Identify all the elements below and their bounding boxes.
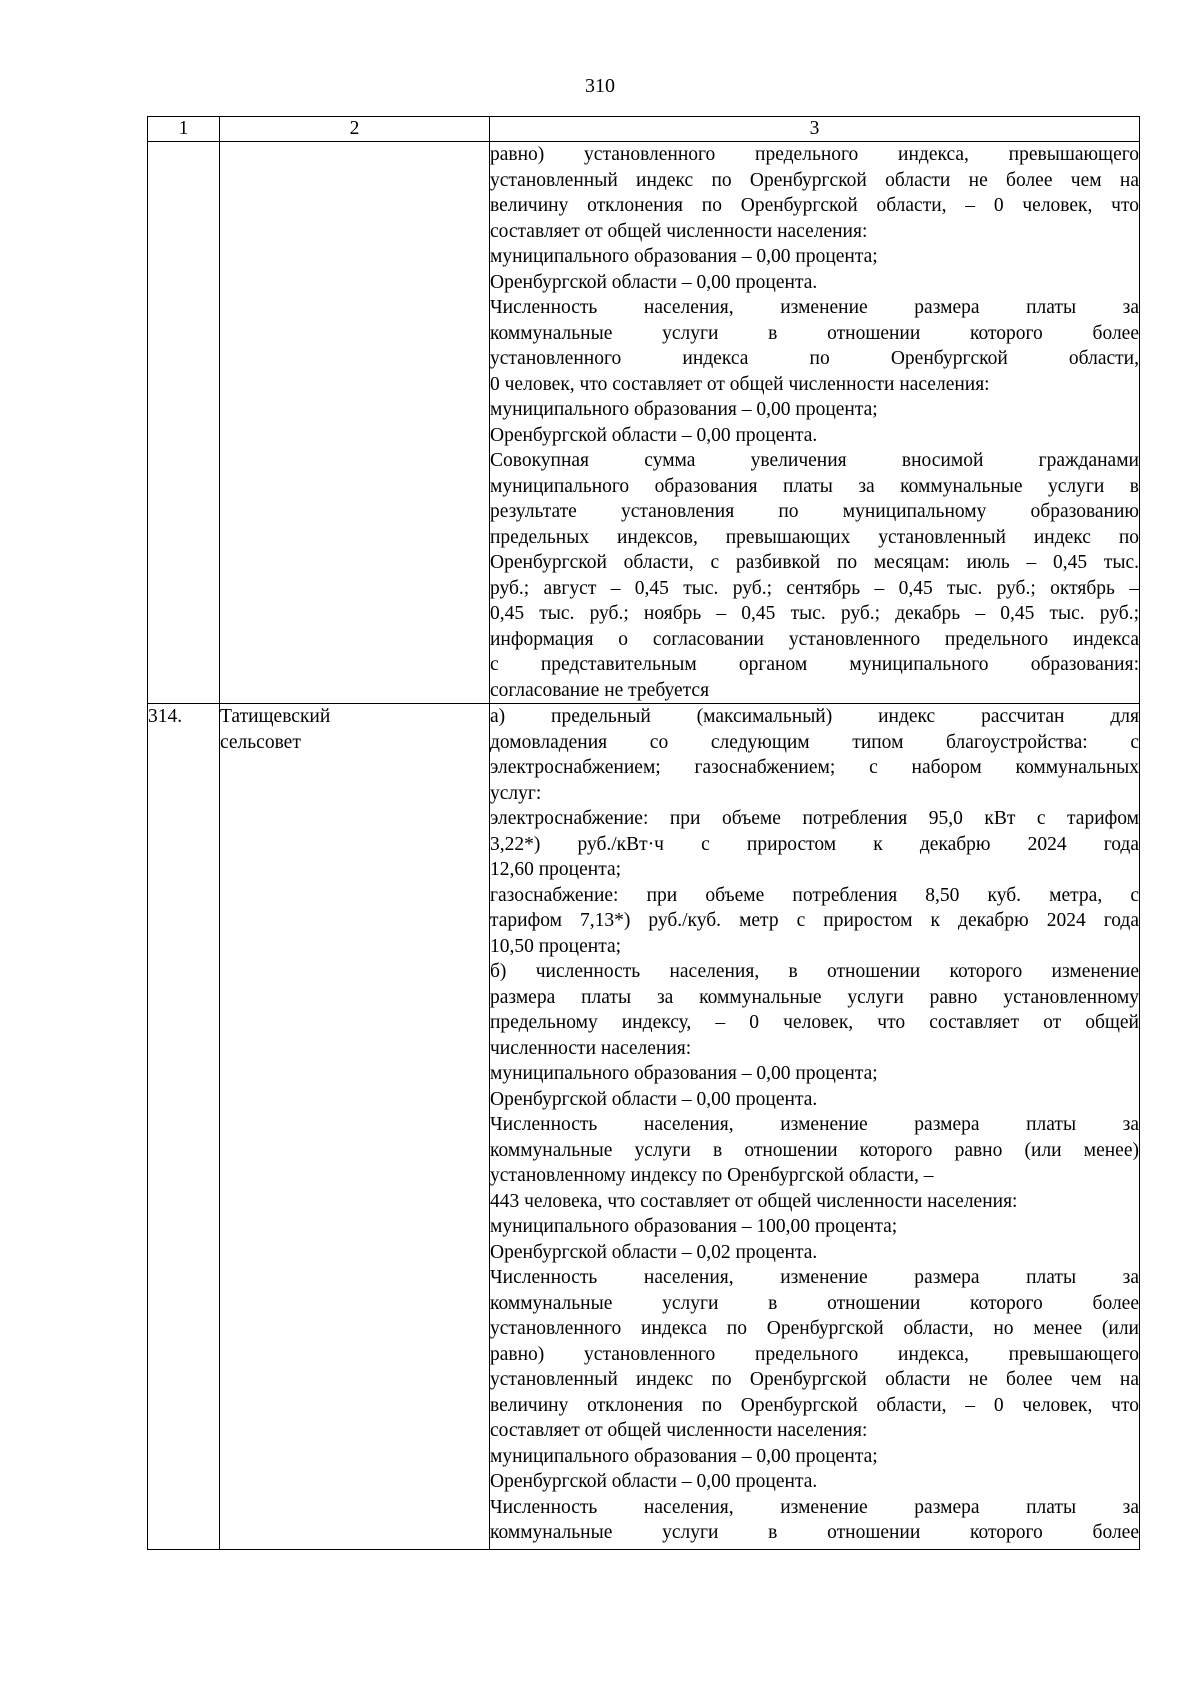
text-line: муниципального образования – 100,00 процента; [490, 1216, 898, 1237]
text-line: коммунальные услуги в отношении которого равно (или менее) [490, 1139, 1139, 1161]
text-line: Оренбургской области – 0,00 процента. [490, 271, 818, 293]
text-line: величину отклонения по Оренбургской области, – 0 человек, что [490, 195, 1139, 216]
text-line: равно) установленного предельного индекса, превышающего [490, 144, 1139, 165]
text-line: Численность населения, изменение размера платы за [490, 297, 1139, 318]
text-line: 443 человека, что составляет от общей численности населения: [490, 1190, 1018, 1212]
text-line: согласование не требуется [490, 679, 710, 701]
text-line: электроснабжение: при объеме потребления 95,0 кВт с тарифом [490, 808, 1139, 829]
row-name-cell-empty [220, 142, 490, 704]
text-line: муниципального образования – 0,00 процента; [490, 399, 878, 420]
text-line: 3,22*) руб./кВт·ч с приростом к декабрю 2024 года [490, 833, 1139, 855]
text-line: с представительным органом муниципального образования: [490, 654, 1139, 675]
row-description-cell [490, 142, 1140, 704]
text-line: Совокупная сумма увеличения вносимой гражданами [490, 450, 1139, 471]
text-line: 10,50 процента; [490, 935, 622, 957]
text-line: величину отклонения по Оренбургской области, – 0 человек, что [490, 1394, 1139, 1416]
text-line: муниципального образования – 0,00 процента; [490, 246, 878, 267]
row-314-text [490, 704, 1139, 1546]
text-line: коммунальные услуги в отношении которого более [490, 1292, 1139, 1314]
text-line: результате установления по муниципальному образованию [490, 501, 1139, 522]
text-line: Оренбургской области, с разбивкой по месяцам: июль – 0,45 тыс. [490, 552, 1139, 573]
text-line: Численность населения, изменение размера платы за [490, 1114, 1139, 1135]
municipality-name [220, 704, 490, 1550]
document-table [147, 116, 1140, 1550]
text-line: 0 человек, что составляет от общей численности населения: [490, 373, 990, 395]
text-line: а) предельный (максимальный) индекс рассчитан для [490, 706, 1139, 727]
text-line: предельному индексу, – 0 человек, что составляет от общей [490, 1012, 1139, 1033]
municipality-name-line-2: сельсовет [220, 731, 301, 753]
text-line: коммунальные услуги в отношении которого более [490, 1522, 1139, 1543]
text-line: коммунальные услуги в отношении которого более [490, 322, 1139, 344]
text-line: установленный индекс по Оренбургской области не более чем на [490, 1369, 1139, 1390]
table-header-row [148, 117, 1140, 142]
text-line: предельных индексов, превышающих установленный индекс по [490, 526, 1139, 548]
page-number: 310 [585, 75, 615, 97]
continuation-text [490, 142, 1139, 703]
table-row-continuation [148, 142, 1140, 704]
text-line: электроснабжением; газоснабжением; с набором коммунальных [490, 757, 1139, 778]
text-line: установленный индекс по Оренбургской области не более чем на [490, 169, 1139, 191]
text-line: услуг: [490, 782, 542, 804]
text-line: домовладения со следующим типом благоустройства: с [490, 731, 1139, 753]
text-line: 0,45 тыс. руб.; ноябрь – 0,45 тыс. руб.; декабрь – 0,45 тыс. руб.; [490, 603, 1139, 624]
text-line: муниципального образования – 0,00 процента; [490, 1445, 878, 1467]
text-line: установленному индексу по Оренбургской области, – [490, 1165, 934, 1186]
text-line: размера платы за коммунальные услуги равно установленному [490, 986, 1139, 1008]
text-line: тарифом 7,13*) руб./куб. метр с приростом к декабрю 2024 года [490, 910, 1139, 931]
text-line: численности населения: [490, 1037, 692, 1059]
text-line: составляет от общей численности населения: [490, 220, 868, 242]
text-line: равно) установленного предельного индекса, превышающего [490, 1343, 1139, 1365]
text-line: составляет от общей численности населения: [490, 1420, 868, 1441]
text-line: информация о согласовании установленного предельного индекса [490, 628, 1139, 650]
text-line: установленного индекса по Оренбургской области, но менее (или [490, 1318, 1139, 1339]
column-header-1: 1 [148, 117, 220, 142]
text-line: Оренбургской области – 0,00 процента. [490, 1088, 818, 1110]
row-number: 314. [148, 704, 220, 1550]
text-line: Численность населения, изменение размера платы за [490, 1496, 1139, 1518]
row-314-description-cell [490, 704, 1140, 1550]
text-line: б) численность населения, в отношении которого изменение [490, 961, 1139, 982]
text-line: Оренбургской области – 0,00 процента. [490, 1471, 818, 1492]
text-line: муниципального образования – 0,00 процента; [490, 1063, 878, 1084]
row-number-cell-empty [148, 142, 220, 704]
municipality-name-line-1: Татищевский [220, 706, 331, 727]
text-line: газоснабжение: при объеме потребления 8,50 куб. метра, с [490, 884, 1139, 906]
text-line: установленного индекса по Оренбургской области, [490, 348, 1139, 369]
text-line: руб.; август – 0,45 тыс. руб.; сентябрь – 0,45 тыс. руб.; октябрь – [490, 577, 1139, 599]
text-line: Оренбургской области – 0,02 процента. [490, 1241, 818, 1263]
text-line: Численность населения, изменение размера платы за [490, 1267, 1139, 1288]
column-header-2: 2 [220, 117, 490, 142]
text-line: муниципального образования платы за коммунальные услуги в [490, 475, 1139, 497]
text-line: 12,60 процента; [490, 859, 622, 880]
text-line: Оренбургской области – 0,00 процента. [490, 424, 818, 446]
table-row-314 [148, 704, 1140, 1550]
column-header-3: 3 [490, 117, 1140, 142]
